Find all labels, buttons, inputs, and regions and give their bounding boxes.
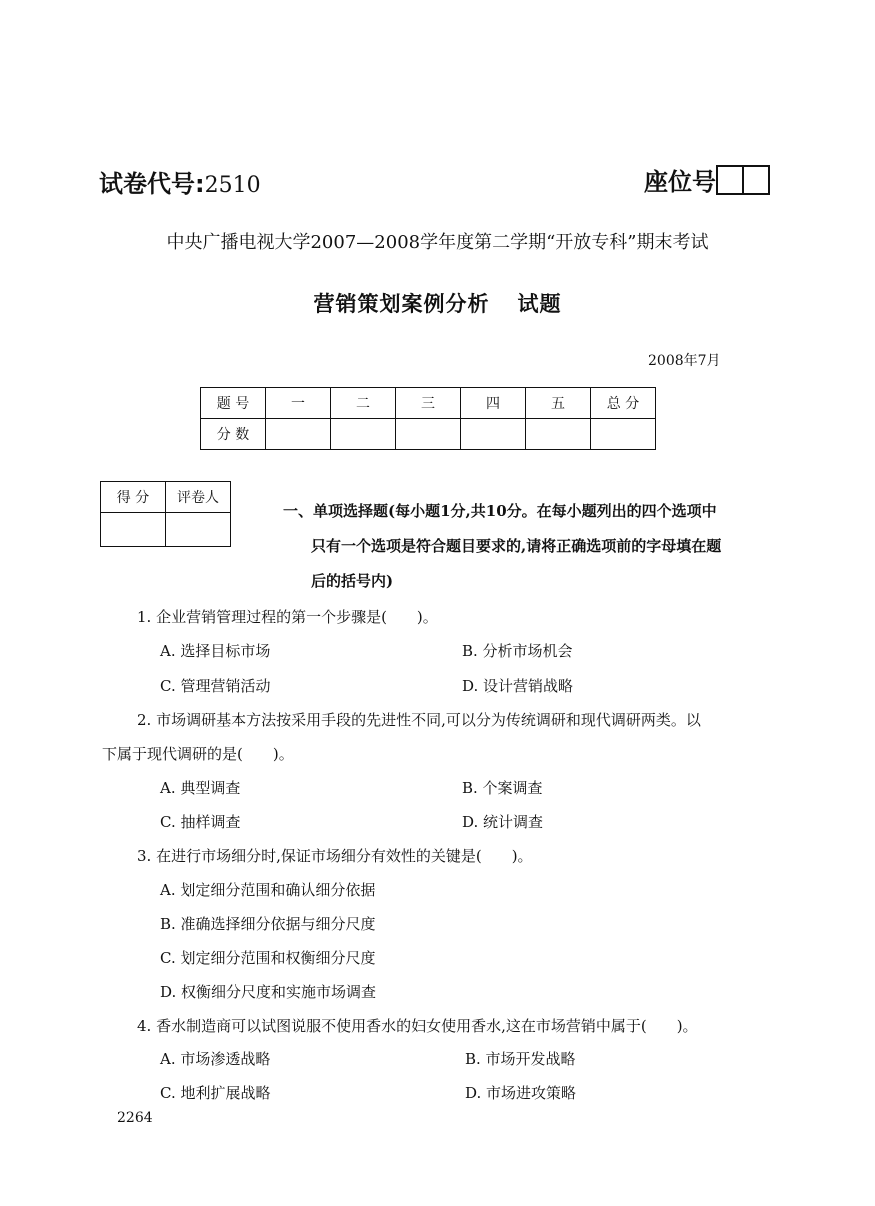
score-cell-blank[interactable]: [266, 419, 331, 450]
exam-title: [0, 288, 875, 318]
question-option: A. 典型调查: [160, 779, 241, 797]
question-stem: 3. 在进行市场细分时,保证市场细分有效性的关键是( )。: [137, 847, 533, 865]
question-option: A. 选择目标市场: [160, 642, 271, 660]
grader-name-blank[interactable]: [166, 513, 231, 547]
subject-suffix: 试题: [517, 292, 562, 316]
grader-score-label: 得 分: [101, 482, 166, 513]
score-cell-blank[interactable]: [396, 419, 461, 450]
seat-number: [644, 162, 770, 197]
score-cell-label: 分 数: [201, 419, 266, 450]
question-option: C. 划定细分范围和权衡细分尺度: [160, 949, 376, 967]
question-option: C. 地利扩展战略: [160, 1084, 271, 1102]
page-number: 2264: [117, 1110, 153, 1126]
section-heading-cont: 只有一个选项是符合题目要求的,请将正确选项前的字母填在题: [311, 537, 722, 555]
university-line: 中央广播电视大学2007—2008学年度第二学期“开放专科”期末考试: [166, 232, 709, 253]
question-option: D. 市场进攻策略: [465, 1084, 577, 1102]
question-stem: 1. 企业营销管理过程的第一个步骤是( )。: [137, 608, 438, 626]
score-cell-header: 三: [396, 388, 461, 419]
question-stem-cont: 下属于现代调研的是( )。: [102, 745, 294, 763]
score-cell-blank[interactable]: [526, 419, 591, 450]
question-option: B. 市场开发战略: [465, 1050, 576, 1068]
score-cell-header: 总 分: [591, 388, 656, 419]
subject-name: 营销策划案例分析: [313, 292, 490, 316]
exam-code-value: 2510: [204, 173, 261, 198]
question-option: B. 分析市场机会: [462, 642, 573, 660]
question-option: D. 统计调查: [462, 813, 544, 831]
exam-code: [99, 164, 261, 199]
question-option: C. 抽样调查: [160, 813, 241, 831]
question-option: D. 权衡细分尺度和实施市场调查: [160, 983, 377, 1001]
seat-box[interactable]: [716, 165, 744, 195]
question-option: B. 准确选择细分依据与细分尺度: [160, 915, 376, 933]
question-option: B. 个案调查: [462, 779, 543, 797]
score-cell-blank[interactable]: [591, 419, 656, 450]
score-cell-header: 四: [461, 388, 526, 419]
score-cell-blank[interactable]: [331, 419, 396, 450]
score-table-header-row: [201, 388, 656, 419]
score-cell-header: 一: [266, 388, 331, 419]
exam-code-label: 试卷代号:: [99, 170, 205, 198]
score-cell-blank[interactable]: [461, 419, 526, 450]
exam-date: 2008年7月: [648, 353, 721, 369]
section-heading-cont: 后的括号内): [311, 572, 394, 590]
grader-name-label: 评卷人: [166, 482, 231, 513]
score-table-score-row: [201, 419, 656, 450]
score-table: [200, 387, 656, 450]
score-cell-label: 题 号: [201, 388, 266, 419]
section-heading: 一、单项选择题(每小题1分,共10分。在每小题列出的四个选项中: [283, 502, 717, 520]
grader-table: [100, 481, 231, 547]
question-stem: 2. 市场调研基本方法按采用手段的先进性不同,可以分为传统调研和现代调研两类。以: [137, 711, 701, 729]
question-option: C. 管理营销活动: [160, 677, 271, 695]
seat-number-label: 座位号: [644, 168, 716, 196]
question-option: D. 设计营销战略: [462, 677, 574, 695]
grader-score-blank[interactable]: [101, 513, 166, 547]
question-option: A. 市场渗透战略: [160, 1050, 271, 1068]
question-stem: 4. 香水制造商可以试图说服不使用香水的妇女使用香水,这在市场营销中属于( )。: [137, 1017, 698, 1035]
score-cell-header: 二: [331, 388, 396, 419]
question-option: A. 划定细分范围和确认细分依据: [160, 881, 376, 899]
score-cell-header: 五: [526, 388, 591, 419]
seat-box[interactable]: [742, 165, 770, 195]
